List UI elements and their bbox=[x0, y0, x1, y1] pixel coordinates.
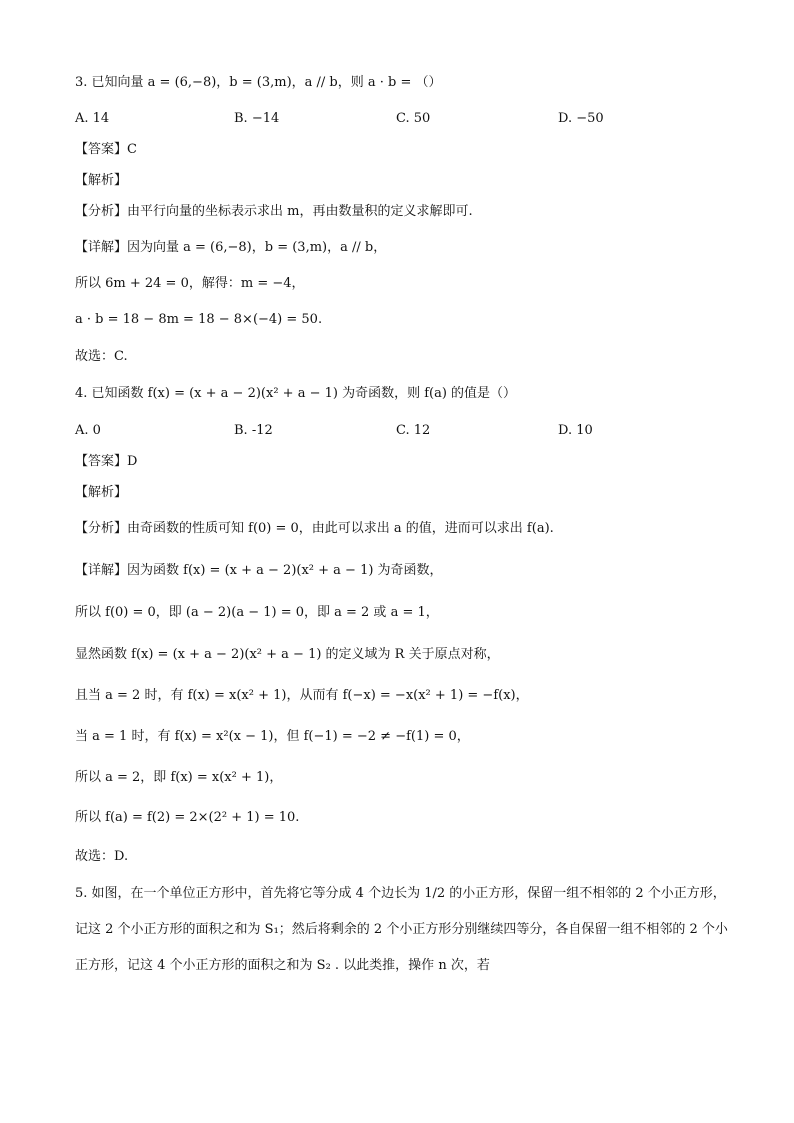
q4-stem: 4. 已知函数 f(x) = (x + a − 2)(x² + a − 1) 为奇函数，则 f(a) 的值是（） bbox=[75, 386, 517, 401]
q4-option-d: D. 10 bbox=[558, 423, 593, 438]
q4-step2: 显然函数 f(x) = (x + a − 2)(x² + a − 1) 的定义域为 R 关于原点对称， bbox=[75, 647, 500, 662]
q4-option-c: C. 12 bbox=[396, 423, 431, 438]
q4-option-b: B. -12 bbox=[234, 423, 273, 438]
q3-option-c: C. 50 bbox=[396, 111, 431, 126]
q4-step5: 所以 a = 2，即 f(x) = x(x² + 1)， bbox=[75, 770, 283, 785]
q4-choose: 故选：D. bbox=[75, 849, 129, 864]
q4-step1: 所以 f(0) = 0，即 (a − 2)(a − 1) = 0，即 a = 2 或 a = 1， bbox=[75, 605, 439, 620]
q4-xiangjie: 【详解】因为函数 f(x) = (x + a − 2)(x² + a − 1) 为奇函数， bbox=[75, 563, 443, 578]
q3-stem: 3. 已知向量 a = (6,−8)，b = (3,m)，a // b，则 a · b = （） bbox=[75, 75, 442, 90]
q4-step4: 当 a = 1 时，有 f(x) = x²(x − 1)，但 f(−1) = −2 ≠ −f(1) = 0， bbox=[75, 729, 470, 744]
q3-option-b: B. −14 bbox=[234, 111, 280, 126]
q3-option-a: A. 14 bbox=[75, 111, 110, 126]
q3-step2: a · b = 18 − 8m = 18 − 8×(−4) = 50. bbox=[75, 312, 323, 327]
q3-answer: 【答案】C bbox=[75, 142, 137, 157]
q4-step3: 且当 a = 2 时，有 f(x) = x(x² + 1)，从而有 f(−x) = −x(x² + 1) = −f(x)， bbox=[75, 688, 529, 703]
q4-option-a: A. 0 bbox=[75, 423, 101, 438]
q4-fenxi: 【分析】由奇函数的性质可知 f(0) = 0，由此可以求出 a 的值，进而可以求出 f(a). bbox=[75, 521, 554, 536]
q4-step6: 所以 f(a) = f(2) = 2×(2² + 1) = 10. bbox=[75, 810, 300, 825]
q3-fenxi: 【分析】由平行向量的坐标表示求出 m，再由数量积的定义求解即可. bbox=[75, 204, 473, 219]
q3-xiangjie: 【详解】因为向量 a = (6,−8)，b = (3,m)，a // b， bbox=[75, 240, 387, 255]
q3-analysis-header: 【解析】 bbox=[75, 173, 128, 188]
q4-answer: 【答案】D bbox=[75, 454, 138, 469]
q3-step1: 所以 6m + 24 = 0，解得：m = −4， bbox=[75, 276, 305, 291]
q4-analysis-header: 【解析】 bbox=[75, 485, 128, 500]
q3-option-d: D. −50 bbox=[558, 111, 604, 126]
q5-text: 5. 如图，在一个单位正方形中，首先将它等分成 4 个边长为 1/2 的小正方形，保留一组不相邻的 2 个小正方形，记这 2 个小正方形的面积之和为 S₁；然后将剩余的 2 个小正方形分别继续四等分，各自保留一组不相邻的 2 个小正方形，记这 4 个小正方形的面积之和为 S₂ . 以此类推，操作 n 次，若 bbox=[75, 886, 728, 973]
q3-choose: 故选：C. bbox=[75, 349, 128, 364]
